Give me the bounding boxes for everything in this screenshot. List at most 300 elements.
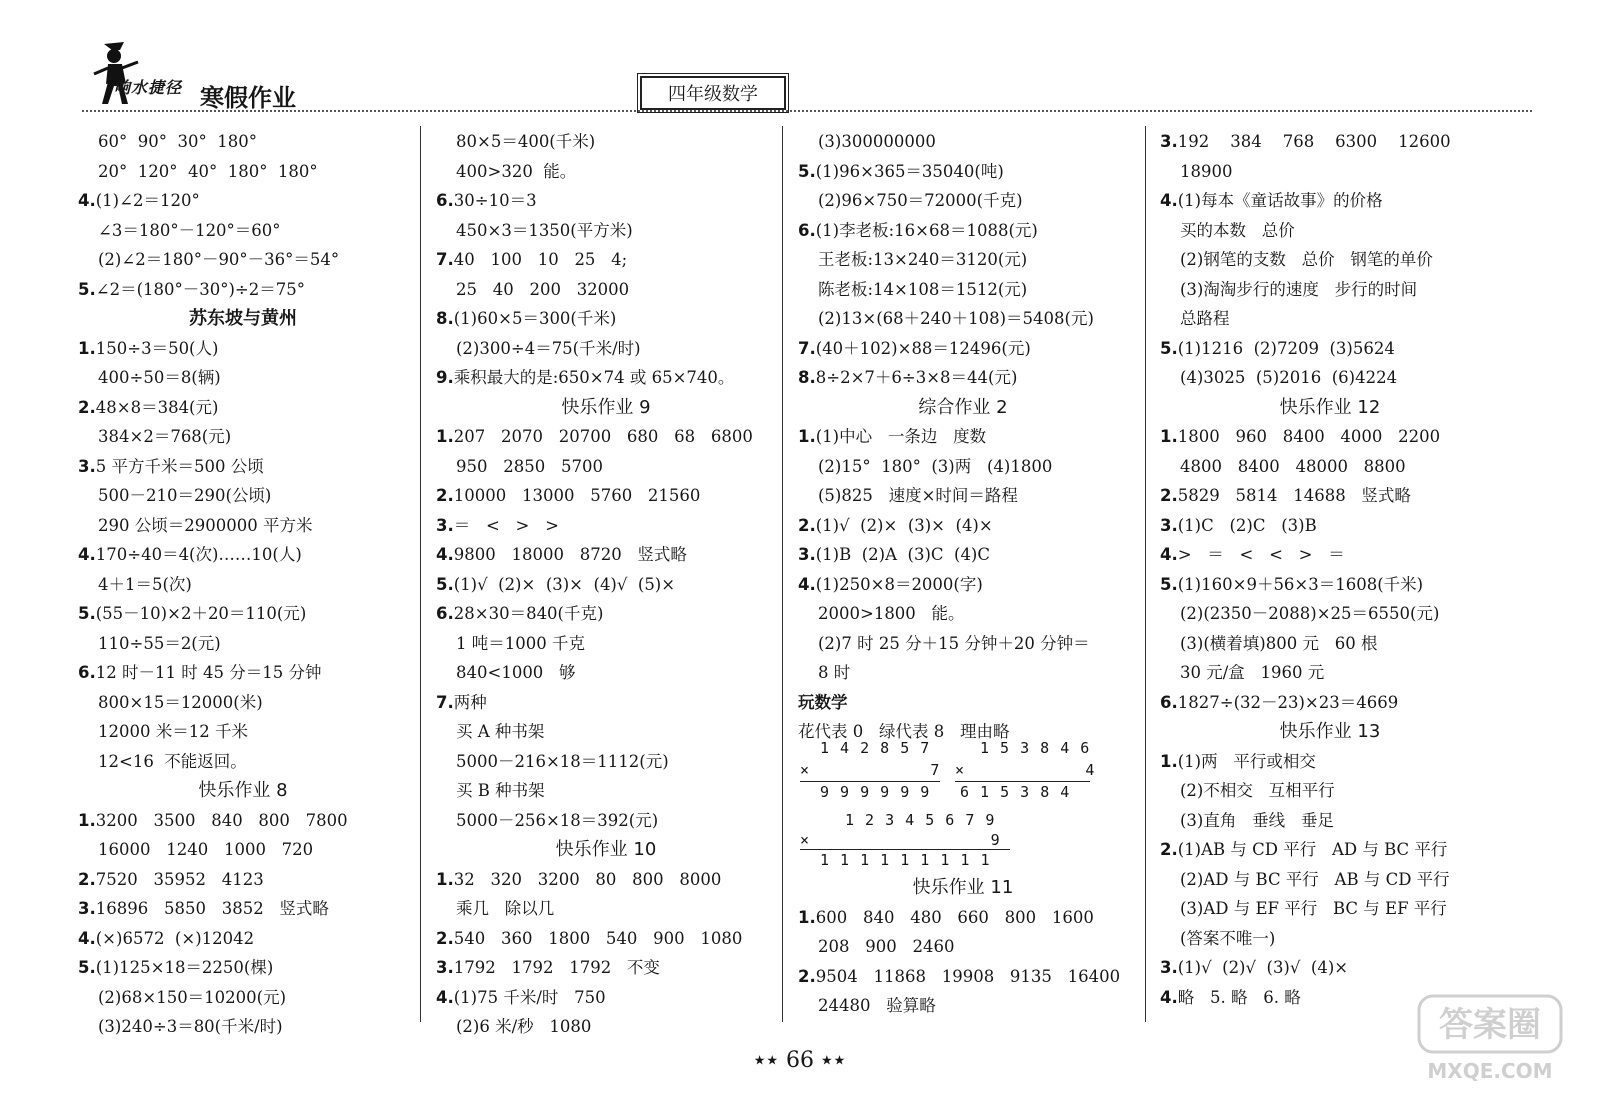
question-number: 1. bbox=[1160, 427, 1178, 446]
mult-operand: 1 4 2 8 5 7 bbox=[820, 739, 931, 757]
question-number: 3. bbox=[1160, 132, 1178, 151]
answer-line bbox=[798, 422, 1128, 452]
answer-text: 9504 11868 19908 9135 16400 bbox=[815, 966, 1121, 986]
answer-text: (2)13×(68＋240＋108)＝5408(元) bbox=[818, 309, 1094, 328]
question-number: 6. bbox=[436, 191, 454, 210]
answer-text: (4)3025 (5)2016 (6)4224 bbox=[1180, 368, 1398, 387]
section-heading: 快乐作业 9 bbox=[561, 396, 651, 418]
answer-line bbox=[436, 658, 776, 688]
question-number: 2. bbox=[798, 515, 816, 535]
mult-rule bbox=[800, 849, 1010, 850]
answer-line bbox=[798, 481, 1128, 511]
question-number: 1. bbox=[436, 427, 454, 446]
answer-text: 4＋1＝5(次) bbox=[98, 574, 192, 594]
answer-line bbox=[436, 245, 776, 275]
answer-line bbox=[436, 806, 776, 836]
answer-line bbox=[1160, 363, 1500, 393]
section-heading: 快乐作业 10 bbox=[555, 839, 657, 860]
question-number: 5. bbox=[78, 604, 96, 623]
answer-line bbox=[798, 216, 1128, 246]
question-number: 2. bbox=[436, 486, 454, 505]
answer-text: 8÷2×7＋6÷3×8＝44(元) bbox=[815, 368, 1018, 387]
answer-text: ＝ < > > bbox=[453, 515, 559, 535]
answer-line bbox=[798, 157, 1128, 187]
column-divider bbox=[1145, 126, 1146, 1022]
answer-text: 2000>1800 能。 bbox=[818, 604, 965, 623]
answer-line bbox=[78, 422, 408, 452]
answer-line bbox=[78, 629, 408, 659]
answer-column-3-lower bbox=[798, 873, 1128, 1021]
answer-text: 16896 5850 3852 竖式略 bbox=[95, 899, 329, 918]
answer-text: (2)68×150＝10200(元) bbox=[98, 987, 287, 1007]
answer-text: (1)√ (2)× (3)× (4)× bbox=[815, 515, 993, 535]
answer-line bbox=[78, 363, 408, 393]
watermark-logo bbox=[1415, 990, 1565, 1090]
question-number: 7. bbox=[798, 338, 816, 358]
answer-text: (2)15° 180° (3)两 (4)1800 bbox=[818, 456, 1053, 476]
question-number: 4. bbox=[1160, 987, 1178, 1007]
question-number: 1. bbox=[1160, 751, 1178, 771]
section-heading: 玩数学 bbox=[798, 692, 848, 712]
answer-text: (2)(2350－2088)×25＝6550(元) bbox=[1180, 604, 1440, 623]
answer-text: 20° 120° 40° 180° 180° bbox=[98, 161, 318, 181]
answer-text: 80×5＝400(千米) bbox=[456, 132, 596, 151]
answer-text: (2)∠2＝180°－90°－36°＝54° bbox=[98, 250, 340, 269]
question-number: 6. bbox=[798, 220, 816, 240]
answer-text: (1)B (2)A (3)C (4)C bbox=[815, 545, 990, 564]
mult-rule bbox=[955, 781, 1090, 782]
answer-line bbox=[78, 658, 408, 688]
answer-line bbox=[1160, 245, 1500, 275]
answer-text: 30 元/盒 1960 元 bbox=[1180, 663, 1325, 682]
answer-text: 150÷3＝50(人) bbox=[95, 338, 219, 358]
answer-line bbox=[1160, 186, 1500, 216]
answer-line bbox=[1160, 806, 1500, 836]
answer-text: (2)96×750＝72000(千克) bbox=[818, 191, 1023, 210]
answer-text: 乘几 除以几 bbox=[456, 899, 555, 918]
answer-text: 5000－256×18＝392(元) bbox=[456, 810, 659, 830]
answer-line bbox=[1160, 776, 1500, 806]
answer-line bbox=[1160, 570, 1500, 600]
answer-line bbox=[798, 245, 1128, 275]
question-number: 3. bbox=[1160, 958, 1178, 977]
answer-line bbox=[436, 599, 776, 629]
answer-line bbox=[1160, 629, 1500, 659]
answer-text: 12000 米＝12 千米 bbox=[98, 722, 248, 741]
answer-line bbox=[78, 983, 408, 1013]
answer-column-4 bbox=[1160, 127, 1500, 1012]
question-number: 4. bbox=[78, 545, 96, 564]
mult-product: 9 9 9 9 9 9 bbox=[820, 783, 931, 801]
answer-line bbox=[1160, 216, 1500, 246]
answer-text: (1)√ (2)√ (3)√ (4)× bbox=[1177, 958, 1349, 977]
answer-column-2 bbox=[436, 127, 776, 1042]
answer-text: 110÷55＝2(元) bbox=[98, 633, 221, 653]
answer-text: 1792 1792 1792 不变 bbox=[453, 958, 660, 977]
section-heading: 苏东坡与黄州 bbox=[189, 308, 297, 329]
answer-line bbox=[1160, 540, 1500, 570]
answer-line bbox=[78, 157, 408, 187]
watermark-text-bottom: MXQE.COM bbox=[1427, 1059, 1553, 1083]
star-decoration-icon: ★★ bbox=[753, 1053, 779, 1069]
question-number: 4. bbox=[1160, 191, 1178, 210]
answer-line bbox=[798, 991, 1128, 1021]
answer-line bbox=[798, 962, 1128, 992]
question-number: 3. bbox=[798, 545, 816, 564]
question-number: 6. bbox=[436, 604, 454, 623]
answer-text: 170÷40＝4(次)……10(人) bbox=[95, 545, 302, 564]
answer-text: (1)160×9＋56×3＝1608(千米) bbox=[1177, 574, 1424, 594]
mult-operand: 1 5 3 8 4 6 bbox=[980, 739, 1091, 757]
mult-operand: 1 2 3 4 5 6 7 9 bbox=[845, 811, 996, 829]
answer-line bbox=[436, 127, 776, 157]
answer-line bbox=[436, 688, 776, 718]
answer-text: (2)300÷4＝75(千米/时) bbox=[456, 338, 641, 358]
answer-text: (1)75 千米/时 750 bbox=[453, 987, 606, 1007]
answer-text: (1)125×18＝2250(棵) bbox=[95, 958, 274, 977]
question-number: 3. bbox=[436, 515, 454, 535]
answer-line bbox=[1160, 894, 1500, 924]
answer-text: 总路程 bbox=[1180, 309, 1230, 328]
answer-line bbox=[436, 953, 776, 983]
logo-title: 寒假作业 bbox=[200, 84, 296, 112]
vertical-multiplication bbox=[800, 737, 1100, 877]
answer-text: (5)825 速度×时间＝路程 bbox=[818, 486, 1018, 505]
question-number: 1. bbox=[798, 427, 816, 446]
question-number: 5. bbox=[78, 279, 96, 299]
answer-line bbox=[798, 511, 1128, 541]
answer-text: (3)淘淘步行的速度 步行的时间 bbox=[1180, 279, 1418, 299]
answer-line bbox=[78, 835, 408, 865]
logo-script-text: 响水捷径 bbox=[114, 78, 183, 97]
question-number: 3. bbox=[78, 899, 96, 918]
answer-text: 400÷50＝8(辆) bbox=[98, 368, 221, 387]
answer-text: 384×2＝768(元) bbox=[98, 427, 232, 446]
answer-line bbox=[798, 275, 1128, 305]
question-number: 7. bbox=[436, 692, 454, 712]
answer-line bbox=[1160, 157, 1500, 187]
answer-text: 600 840 480 660 800 1600 bbox=[815, 907, 1094, 927]
question-number: 4. bbox=[1160, 545, 1178, 564]
answer-column-3 bbox=[798, 127, 1128, 747]
answer-text: 60° 90° 30° 180° bbox=[98, 132, 257, 151]
answer-line bbox=[798, 334, 1128, 364]
answer-text: (1)李老板:16×68＝1088(元) bbox=[815, 220, 1038, 240]
answer-text: (3)300000000 bbox=[818, 132, 936, 151]
answer-line bbox=[78, 924, 408, 954]
answer-text: ∠3＝180°－120°＝60° bbox=[98, 220, 281, 240]
question-number: 5. bbox=[1160, 574, 1178, 594]
column-divider bbox=[420, 126, 421, 1022]
question-number: 3. bbox=[78, 456, 96, 476]
answer-line bbox=[436, 924, 776, 954]
answer-line bbox=[436, 776, 776, 806]
question-number: 4. bbox=[798, 574, 816, 594]
question-number: 1. bbox=[78, 338, 96, 358]
question-number: 4. bbox=[78, 928, 96, 948]
section-heading: 综合作业 2 bbox=[918, 396, 1008, 418]
question-number: 4. bbox=[436, 545, 454, 564]
answer-line bbox=[798, 903, 1128, 933]
answer-line bbox=[436, 304, 776, 334]
question-number: 9. bbox=[436, 368, 454, 387]
answer-text: 208 900 2460 bbox=[818, 937, 955, 956]
answer-line bbox=[436, 275, 776, 305]
mult-product: 1 1 1 1 1 1 1 1 1 bbox=[820, 851, 991, 869]
answer-text: 30÷10＝3 bbox=[453, 191, 537, 210]
answer-line bbox=[798, 629, 1128, 659]
answer-text: 840<1000 够 bbox=[456, 663, 576, 682]
mult-rule bbox=[800, 781, 940, 782]
answer-text: 3200 3500 840 800 7800 bbox=[95, 810, 348, 830]
column-divider bbox=[782, 126, 783, 1022]
question-number: 2. bbox=[1160, 486, 1178, 505]
answer-text: 买 A 种书架 bbox=[456, 722, 545, 741]
answer-line bbox=[436, 422, 776, 452]
answer-line bbox=[436, 983, 776, 1013]
answer-line bbox=[78, 127, 408, 157]
answer-text: 40 100 10 25 4; bbox=[453, 250, 628, 269]
answer-text: 乘积最大的是:650×74 或 65×740。 bbox=[453, 368, 735, 387]
answer-line bbox=[436, 216, 776, 246]
answer-text: 陈老板:14×108＝1512(元) bbox=[818, 279, 1028, 299]
answer-text: (3)直角 垂线 垂足 bbox=[1180, 810, 1334, 830]
answer-line bbox=[798, 599, 1128, 629]
answer-text: 1827÷(32－23)×23＝4669 bbox=[1177, 692, 1399, 712]
answer-text: 25 40 200 32000 bbox=[456, 279, 630, 299]
answer-text: (1)1216 (2)7209 (3)5624 bbox=[1177, 338, 1395, 358]
answer-line bbox=[436, 894, 776, 924]
answer-text: (2)不相交 互相平行 bbox=[1180, 781, 1335, 800]
answer-line bbox=[1160, 422, 1500, 452]
answer-line bbox=[436, 570, 776, 600]
answer-text: 略 5. 略 6. 略 bbox=[1177, 987, 1301, 1007]
page-header bbox=[70, 34, 1532, 112]
section-heading: 快乐作业 11 bbox=[912, 877, 1014, 898]
answer-line bbox=[1160, 658, 1500, 688]
answer-line bbox=[1160, 275, 1500, 305]
answer-line bbox=[78, 511, 408, 541]
answer-text: 450×3＝1350(平方米) bbox=[456, 220, 633, 240]
answer-line bbox=[436, 186, 776, 216]
answer-line bbox=[1160, 481, 1500, 511]
question-number: 4. bbox=[436, 987, 454, 1007]
watermark-text-top: 答案圈 bbox=[1439, 1005, 1541, 1045]
answer-text: (1)两 平行或相交 bbox=[1177, 751, 1316, 771]
answer-text: (3)AD 与 EF 平行 BC 与 EF 平行 bbox=[1180, 899, 1447, 918]
answer-line bbox=[1160, 334, 1500, 364]
question-number: 2. bbox=[78, 869, 96, 889]
mult-multiplier: × 4 bbox=[955, 761, 1096, 779]
answer-line bbox=[78, 1012, 408, 1042]
question-number: 1. bbox=[78, 810, 96, 830]
answer-line bbox=[798, 186, 1128, 216]
answer-text: (1)√ (2)× (3)× (4)√ (5)× bbox=[453, 574, 676, 594]
answer-line bbox=[78, 216, 408, 246]
answer-text: (40＋102)×88＝12496(元) bbox=[815, 338, 1031, 358]
question-number: 4. bbox=[78, 191, 96, 210]
answer-line bbox=[1160, 452, 1500, 482]
section-heading: 快乐作业 12 bbox=[1279, 396, 1381, 418]
answer-text: 5 平方千米＝500 公顷 bbox=[95, 456, 264, 476]
answer-line bbox=[78, 186, 408, 216]
question-number: 2. bbox=[1160, 840, 1178, 859]
answer-line bbox=[1160, 747, 1500, 777]
answer-line bbox=[78, 806, 408, 836]
answer-line bbox=[798, 570, 1128, 600]
answer-text: 王老板:13×240＝3120(元) bbox=[818, 250, 1028, 269]
answer-line bbox=[436, 157, 776, 187]
answer-text: 540 360 1800 540 900 1080 bbox=[453, 928, 743, 948]
answer-line bbox=[436, 629, 776, 659]
answer-text: 9800 18000 8720 竖式略 bbox=[453, 545, 687, 564]
answer-text: 12 时－11 时 45 分＝15 分钟 bbox=[95, 663, 322, 682]
star-decoration-icon: ★★ bbox=[821, 1053, 847, 1069]
answer-line bbox=[1160, 688, 1500, 718]
answer-line bbox=[798, 304, 1128, 334]
answer-line bbox=[78, 953, 408, 983]
answer-line bbox=[1160, 865, 1500, 895]
answer-text: 400>320 能。 bbox=[456, 161, 577, 181]
question-number: 1. bbox=[798, 907, 816, 927]
answer-line bbox=[78, 393, 408, 423]
answer-text: 290 公顷＝2900000 平方米 bbox=[98, 515, 313, 535]
answer-line bbox=[78, 747, 408, 777]
answer-text: (55－10)×2＋20＝110(元) bbox=[95, 604, 307, 623]
answer-text: 买的本数 总价 bbox=[1180, 220, 1295, 240]
answer-line bbox=[798, 932, 1128, 962]
answer-line bbox=[436, 334, 776, 364]
answer-line bbox=[798, 127, 1128, 157]
question-number: 5. bbox=[78, 958, 96, 977]
grade-subject-label: 四年级数学 bbox=[640, 76, 786, 110]
answer-line bbox=[436, 540, 776, 570]
answer-text: 两种 bbox=[453, 692, 487, 712]
header-divider bbox=[82, 110, 1532, 112]
answer-text: 买 B 种书架 bbox=[456, 781, 545, 800]
answer-line bbox=[1160, 953, 1500, 983]
answer-text: 24480 验算略 bbox=[818, 996, 936, 1015]
answer-text: 500－210＝290(公顷) bbox=[98, 486, 272, 505]
answer-text: 12<16 不能返回。 bbox=[98, 751, 247, 771]
question-number: 8. bbox=[436, 309, 454, 328]
answer-text: 5000－216×18＝1112(元) bbox=[456, 751, 669, 771]
answer-text: 192 384 768 6300 12600 bbox=[1177, 132, 1451, 151]
answer-text: (×)6572 (×)12042 bbox=[95, 928, 255, 948]
answer-text: (1)∠2＝120° bbox=[95, 191, 200, 210]
mult-multiplier: × 9 bbox=[800, 831, 1001, 849]
mult-product: 6 1 5 3 8 4 bbox=[960, 783, 1071, 801]
question-number: 5. bbox=[436, 574, 454, 594]
answer-text: 32 320 3200 80 800 8000 bbox=[453, 869, 722, 889]
page-footer bbox=[0, 1048, 1600, 1073]
section-heading: 快乐作业 8 bbox=[198, 780, 288, 801]
answer-text: (1)每本《童话故事》的价格 bbox=[1177, 191, 1383, 210]
answer-text: (3)240÷3＝80(千米/时) bbox=[98, 1017, 283, 1036]
answer-text: 1 吨＝1000 千克 bbox=[456, 633, 585, 653]
answer-text: 5829 5814 14688 竖式略 bbox=[1177, 486, 1411, 505]
question-number: 7. bbox=[436, 250, 454, 269]
answer-line bbox=[78, 481, 408, 511]
answer-line bbox=[78, 717, 408, 747]
answer-line bbox=[1160, 127, 1500, 157]
answer-text: 950 2850 5700 bbox=[456, 456, 603, 476]
answer-line bbox=[798, 540, 1128, 570]
answer-line bbox=[1160, 599, 1500, 629]
answer-text: 8 时 bbox=[818, 663, 851, 682]
answer-line bbox=[436, 511, 776, 541]
question-number: 3. bbox=[1160, 515, 1178, 535]
question-number: 8. bbox=[798, 368, 816, 387]
answer-line bbox=[436, 717, 776, 747]
answer-text: 4800 8400 48000 8800 bbox=[1180, 456, 1406, 476]
question-number: 3. bbox=[436, 958, 454, 977]
answer-line bbox=[78, 275, 408, 305]
section-heading: 快乐作业 13 bbox=[1279, 721, 1381, 742]
question-number: 2. bbox=[798, 966, 816, 986]
answer-text: (2)AD 与 BC 平行 AB 与 CD 平行 bbox=[1180, 869, 1450, 889]
answer-line bbox=[1160, 835, 1500, 865]
answer-text: ∠2＝(180°－30°)÷2＝75° bbox=[95, 279, 306, 299]
page-number: 66 bbox=[786, 1048, 814, 1073]
answer-text: 800×15＝12000(米) bbox=[98, 692, 263, 712]
answer-line bbox=[798, 452, 1128, 482]
answer-line bbox=[78, 245, 408, 275]
book-logo bbox=[86, 38, 356, 112]
answer-text: (2)6 米/秒 1080 bbox=[456, 1017, 592, 1036]
answer-text: (2)钢笔的支数 总价 钢笔的单价 bbox=[1180, 250, 1433, 269]
answer-line bbox=[798, 363, 1128, 393]
answer-line bbox=[436, 452, 776, 482]
answer-line bbox=[436, 481, 776, 511]
answer-line bbox=[436, 363, 776, 393]
answer-text: 花代表 0 绿代表 8 理由略 bbox=[798, 722, 1010, 741]
answer-text: 7520 35952 4123 bbox=[95, 869, 264, 889]
answer-line bbox=[78, 540, 408, 570]
mult-multiplier: × 7 bbox=[800, 761, 941, 779]
question-number: 1. bbox=[436, 869, 454, 889]
answer-text: (1)C (2)C (3)B bbox=[1177, 515, 1317, 535]
answer-text: 28×30＝840(千克) bbox=[453, 604, 604, 623]
answer-text: (1)中心 一条边 度数 bbox=[815, 427, 987, 446]
answer-line bbox=[78, 894, 408, 924]
answer-text: 18900 bbox=[1180, 161, 1233, 181]
answer-line bbox=[78, 688, 408, 718]
answer-line bbox=[436, 865, 776, 895]
answer-line bbox=[436, 747, 776, 777]
question-number: 6. bbox=[78, 663, 96, 682]
answer-line bbox=[78, 865, 408, 895]
answer-text: 10000 13000 5760 21560 bbox=[453, 486, 701, 505]
answer-text: > ＝ < < > ＝ bbox=[1177, 545, 1345, 564]
answer-line bbox=[78, 599, 408, 629]
answer-text: 207 2070 20700 680 68 6800 bbox=[453, 427, 753, 446]
answer-line bbox=[78, 334, 408, 364]
question-number: 2. bbox=[78, 397, 96, 417]
answer-text: (1)250×8＝2000(字) bbox=[815, 574, 983, 594]
answer-line bbox=[1160, 304, 1500, 334]
answer-text: 16000 1240 1000 720 bbox=[98, 840, 314, 859]
answer-text: (2)7 时 25 分＋15 分钟＋20 分钟＝ bbox=[818, 633, 1090, 653]
answer-text: (1)AB 与 CD 平行 AD 与 BC 平行 bbox=[1177, 840, 1448, 859]
question-number: 2. bbox=[436, 928, 454, 948]
answer-line bbox=[1160, 511, 1500, 541]
answer-line bbox=[436, 1012, 776, 1042]
answer-text: (答案不唯一) bbox=[1180, 928, 1276, 948]
question-number: 5. bbox=[798, 161, 816, 181]
answer-text: (3)(横着填)800 元 60 根 bbox=[1180, 633, 1378, 653]
answer-line bbox=[798, 658, 1128, 688]
